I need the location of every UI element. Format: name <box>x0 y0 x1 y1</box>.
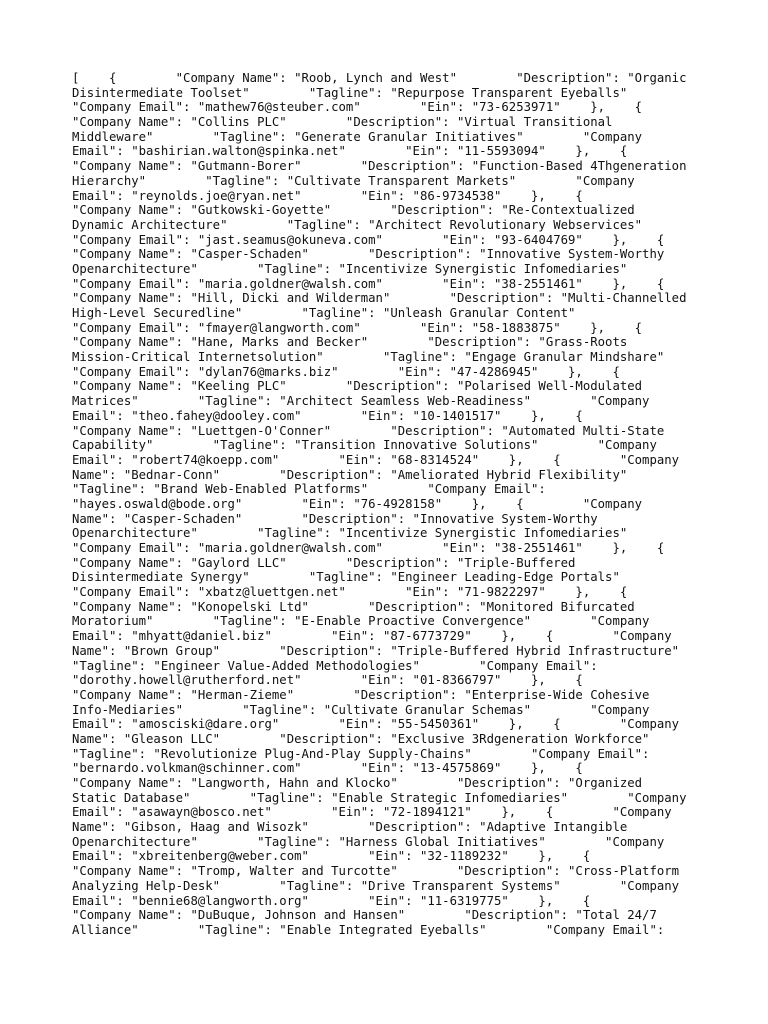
text-line: "Company Name": "Tromp, Walter and Turcotte" "Description": "Cross-Platform <box>72 864 680 879</box>
text-line: Hierarchy" "Tagline": "Cultivate Transparent Markets" "Company <box>72 173 635 188</box>
text-line: Email": "bashirian.walton@spinka.net" "Ein": "11-5593094" }, { <box>72 144 628 159</box>
text-line: "Company Email": "mathew76@steuber.com" "Ein": "73-6253971" }, { <box>72 100 643 115</box>
text-line: Name": "Brown Group" "Description": "Triple-Buffered Hybrid Infrastructure" <box>72 643 680 658</box>
text-line: Name": "Gibson, Haag and Wisozk" "Description": "Adaptive Intangible <box>72 820 628 835</box>
text-line: Openarchitecture" "Tagline": "Harness Global Initiatives" "Company <box>72 834 665 849</box>
text-line: Dynamic Architecture" "Tagline": "Architect Revolutionary Webservices" <box>72 217 643 232</box>
text-line: Email": "amosciski@dare.org" "Ein": "55-5450361" }, { "Company <box>72 717 680 732</box>
text-line: "Company Name": "Herman-Zieme" "Description": "Enterprise-Wide Cohesive <box>72 687 650 702</box>
json-text-block <box>72 71 686 938</box>
text-line: Email": "reynolds.joe@ryan.net" "Ein": "86-9734538" }, { <box>72 188 583 203</box>
text-line: "Company Name": "Hill, Dicki and Wilderman" "Description": "Multi-Channelled <box>72 291 687 306</box>
text-line: "Company Name": "Gutkowski-Goyette" "Description": "Re-Contextualized <box>72 203 635 218</box>
text-line: "Company Email": "dylan76@marks.biz" "Ein": "47-4286945" }, { <box>72 364 620 379</box>
text-line: Name": "Casper-Schaden" "Description": "Innovative System-Worthy <box>72 511 598 526</box>
text-line: Info-Mediaries" "Tagline": "Cultivate Granular Schemas" "Company <box>72 702 650 717</box>
text-line: Matrices" "Tagline": "Architect Seamless Web-Readiness" "Company <box>72 394 650 409</box>
text-line: "Tagline": "Engineer Value-Added Methodologies" "Company Email": <box>72 658 598 673</box>
text-line: Openarchitecture" "Tagline": "Incentivize Synergistic Infomediaries" <box>72 526 628 541</box>
text-line: Analyzing Help-Desk" "Tagline": "Drive Transparent Systems" "Company <box>72 878 680 893</box>
text-line: Moratorium" "Tagline": "E-Enable Proactive Convergence" "Company <box>72 614 650 629</box>
text-line: Disintermediate Synergy" "Tagline": "Engineer Leading-Edge Portals" <box>72 570 620 585</box>
text-line: Email": "robert74@koepp.com" "Ein": "68-8314524" }, { "Company <box>72 452 680 467</box>
text-line: Alliance" "Tagline": "Enable Integrated Eyeballs" "Company Email": <box>72 922 665 937</box>
text-line: Email": "xbreitenberg@weber.com" "Ein": "32-1189232" }, { <box>72 849 591 864</box>
text-line: "Company Name": "Langworth, Hahn and Klocko" "Description": "Organized <box>72 776 643 790</box>
text-line: "Company Name": "Keeling PLC" "Description": "Polarised Well-Modulated <box>72 379 643 394</box>
text-line: "dorothy.howell@rutherford.net" "Ein": "01-8366797" }, { <box>72 673 583 688</box>
text-line: "hayes.oswald@bode.org" "Ein": "76-4928158" }, { "Company <box>72 496 643 511</box>
text-line: Email": "asawayn@bosco.net" "Ein": "72-1894121" }, { "Company <box>72 805 672 820</box>
text-line: "Company Name": "Gutmann-Borer" "Description": "Function-Based 4Thgeneration <box>72 159 687 174</box>
text-line: "Company Name": "Konopelski Ltd" "Description": "Monitored Bifurcated <box>72 599 635 614</box>
text-line: "Company Name": "Casper-Schaden" "Description": "Innovative System-Worthy <box>72 247 665 262</box>
text-line: "Tagline": "Brand Web-Enabled Platforms" "Company Email": <box>72 482 546 497</box>
text-line: Disintermediate Toolset" "Tagline": "Repurpose Transparent Eyeballs" <box>72 85 628 100</box>
text-line: "Company Name": "DuBuque, Johnson and Hansen" "Description": "Total 24/7 <box>72 908 657 923</box>
text-line: "Company Name": "Collins PLC" "Description": "Virtual Transitional <box>72 115 613 130</box>
text-line: "Company Name": "Hane, Marks and Becker" "Description": "Grass-Roots <box>72 335 628 350</box>
text-line: Email": "theo.fahey@dooley.com" "Ein": "10-1401517" }, { <box>72 408 583 423</box>
text-line: Static Database" "Tagline": "Enable Strategic Infomediaries" "Company <box>72 790 687 805</box>
text-line: "Tagline": "Revolutionize Plug-And-Play Supply-Chains" "Company Email": <box>72 746 650 761</box>
text-line: "Company Name": "Luettgen-O'Conner" "Description": "Automated Multi-State <box>72 423 665 438</box>
text-line: [ { "Company Name": "Roob, Lynch and West" "Description": "Organic <box>72 71 687 85</box>
text-line: "Company Email": "jast.seamus@okuneva.com" "Ein": "93-6404769" }, { <box>72 232 665 247</box>
text-line: Capability" "Tagline": "Transition Innovative Solutions" "Company <box>72 438 657 453</box>
text-line: "Company Name": "Gaylord LLC" "Description": "Triple-Buffered <box>72 555 576 570</box>
text-line: High-Level Securedline" "Tagline": "Unleash Granular Content" <box>72 306 576 320</box>
text-line: "Company Email": "maria.goldner@walsh.com" "Ein": "38-2551461" }, { <box>72 276 665 291</box>
text-line: "bernardo.volkman@schinner.com" "Ein": "13-4575869" }, { <box>72 761 583 776</box>
text-line: Openarchitecture" "Tagline": "Incentivize Synergistic Infomediaries" <box>72 261 628 276</box>
text-line: Email": "mhyatt@daniel.biz" "Ein": "87-6773729" }, { "Company <box>72 629 672 644</box>
text-line: Email": "bennie68@langworth.org" "Ein": "11-6319775" }, { <box>72 893 591 908</box>
text-line: "Company Email": "maria.goldner@walsh.com" "Ein": "38-2551461" }, { <box>72 541 665 555</box>
text-line: "Company Email": "fmayer@langworth.com" "Ein": "58-1883875" }, { <box>72 320 643 335</box>
text-line: Name": "Bednar-Conn" "Description": "Ameliorated Hybrid Flexibility" <box>72 467 628 482</box>
text-line: Middleware" "Tagline": "Generate Granular Initiatives" "Company <box>72 129 643 144</box>
text-line: "Company Email": "xbatz@luettgen.net" "Ein": "71-9822297" }, { <box>72 585 628 600</box>
text-line: Name": "Gleason LLC" "Description": "Exclusive 3Rdgeneration Workforce" <box>72 731 650 746</box>
text-line: Mission-Critical Internetsolution" "Tagline": "Engage Granular Mindshare" <box>72 350 665 365</box>
